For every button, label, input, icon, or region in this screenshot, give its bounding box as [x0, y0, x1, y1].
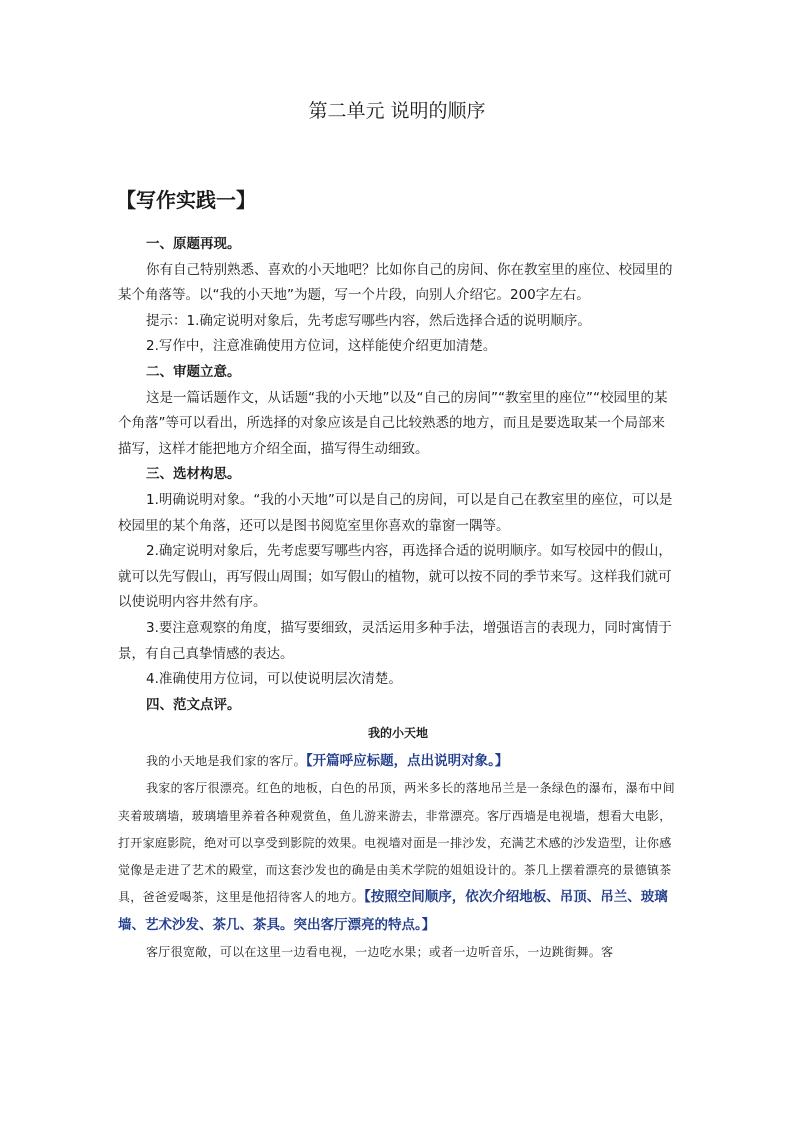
paragraph-hint-1: 提示：1.确定说明对象后，先考虑写哪些内容，然后选择合适的说明顺序。	[146, 312, 591, 329]
essay-comment: 【按照空间顺序，依次介绍地板、吊顶、吊兰、玻璃墙、艺术沙发、茶几、茶具。突出客厅漂亮的特点。】	[118, 889, 668, 933]
heading-analysis: 二、审题立意。	[146, 363, 241, 380]
essay-title: 我的小天地	[367, 726, 428, 741]
heading-material: 三、选材构思。	[146, 466, 241, 483]
essay-comment: 【开篇呼应标题，点出说明对象。】	[305, 753, 509, 770]
paragraph-material-4: 4.准确使用方位词，可以使说明层次清楚。	[146, 671, 402, 688]
page-title: 第二单元 说明的顺序	[308, 100, 486, 122]
paragraph-material-2: 2.确定说明对象后，先考虑要写哪些内容，再选择合适的说明顺序。如写校园中的假山，就可以先写假山，再写假山周围；如写假山的植物，就可以按不同的季节来写。这样我们就可以使说明内容井然有序。	[118, 543, 672, 611]
essay-text: 我家的客厅很漂亮。红色的地板，白色的吊顶，两米多长的落地吊兰是一条绿色的瀑布，瀑布中间夹着玻璃墙，玻璃墙里养着各种观赏鱼，鱼儿游来游去，非常漂亮。客厅西墙是电视墙，想看大电影，打开家庭影院，绝对可以享受到影院的效果。电视墙对面是一排沙发，充满艺术感的沙发造型，让你感觉像是走进了艺术的殿堂，而这套沙发也的确是由美术学院的姐姐设计的。茶几上摆着漂亮的景德镇茶具，爸爸爱喝茶，这里是他招待客人的地方。	[118, 781, 675, 905]
essay-paragraph-1	[118, 748, 678, 775]
paragraph-analysis: 这是一篇话题作文，从话题“我的小天地”以及“自己的房间”“教室里的座位”“校园里的某个角落”等可以看出，所选择的对象应该是自己比较熟悉的地方，而且是要选取某一个局部来描写，这样才能把地方介绍全面，描写得生动细致。	[118, 389, 668, 457]
paragraph-hint-2: 2.写作中，注意准确使用方位词，这样能使介绍更加清楚。	[146, 338, 497, 355]
section-heading: 【写作实践一】	[116, 188, 256, 212]
document-body	[118, 232, 678, 966]
essay-paragraph-2	[118, 775, 678, 938]
essay-text: 客厅很宽敞，可以在这里一边看电视，一边吃水果；或者一边听音乐，一边跳街舞。客	[146, 944, 614, 959]
paragraph-question: 你有自己特别熟悉、喜欢的小天地吧？比如你自己的房间、你在教室里的座位、校园里的某个角落等。以“我的小天地”为题，写一个片段，向别人介绍它。200字左右。	[118, 261, 673, 304]
heading-sample: 四、范文点评。	[146, 696, 241, 713]
paragraph-material-3: 3.要注意观察的角度，描写要细致，灵活运用多种手法，增强语言的表现力，同时寓情于景，有自己真挚情感的表达。	[118, 619, 672, 662]
heading-original-question: 一、原题再现。	[146, 236, 241, 252]
essay-text: 我的小天地是我们家的客厅。	[146, 754, 306, 769]
paragraph-material-1: 1.明确说明对象。“我的小天地”可以是自己的房间，可以是自己在教室里的座位，可以是校园里的某个角落，还可以是图书阅览室里你喜欢的靠窗一隅等。	[118, 491, 673, 534]
essay-paragraph-3	[118, 939, 678, 966]
